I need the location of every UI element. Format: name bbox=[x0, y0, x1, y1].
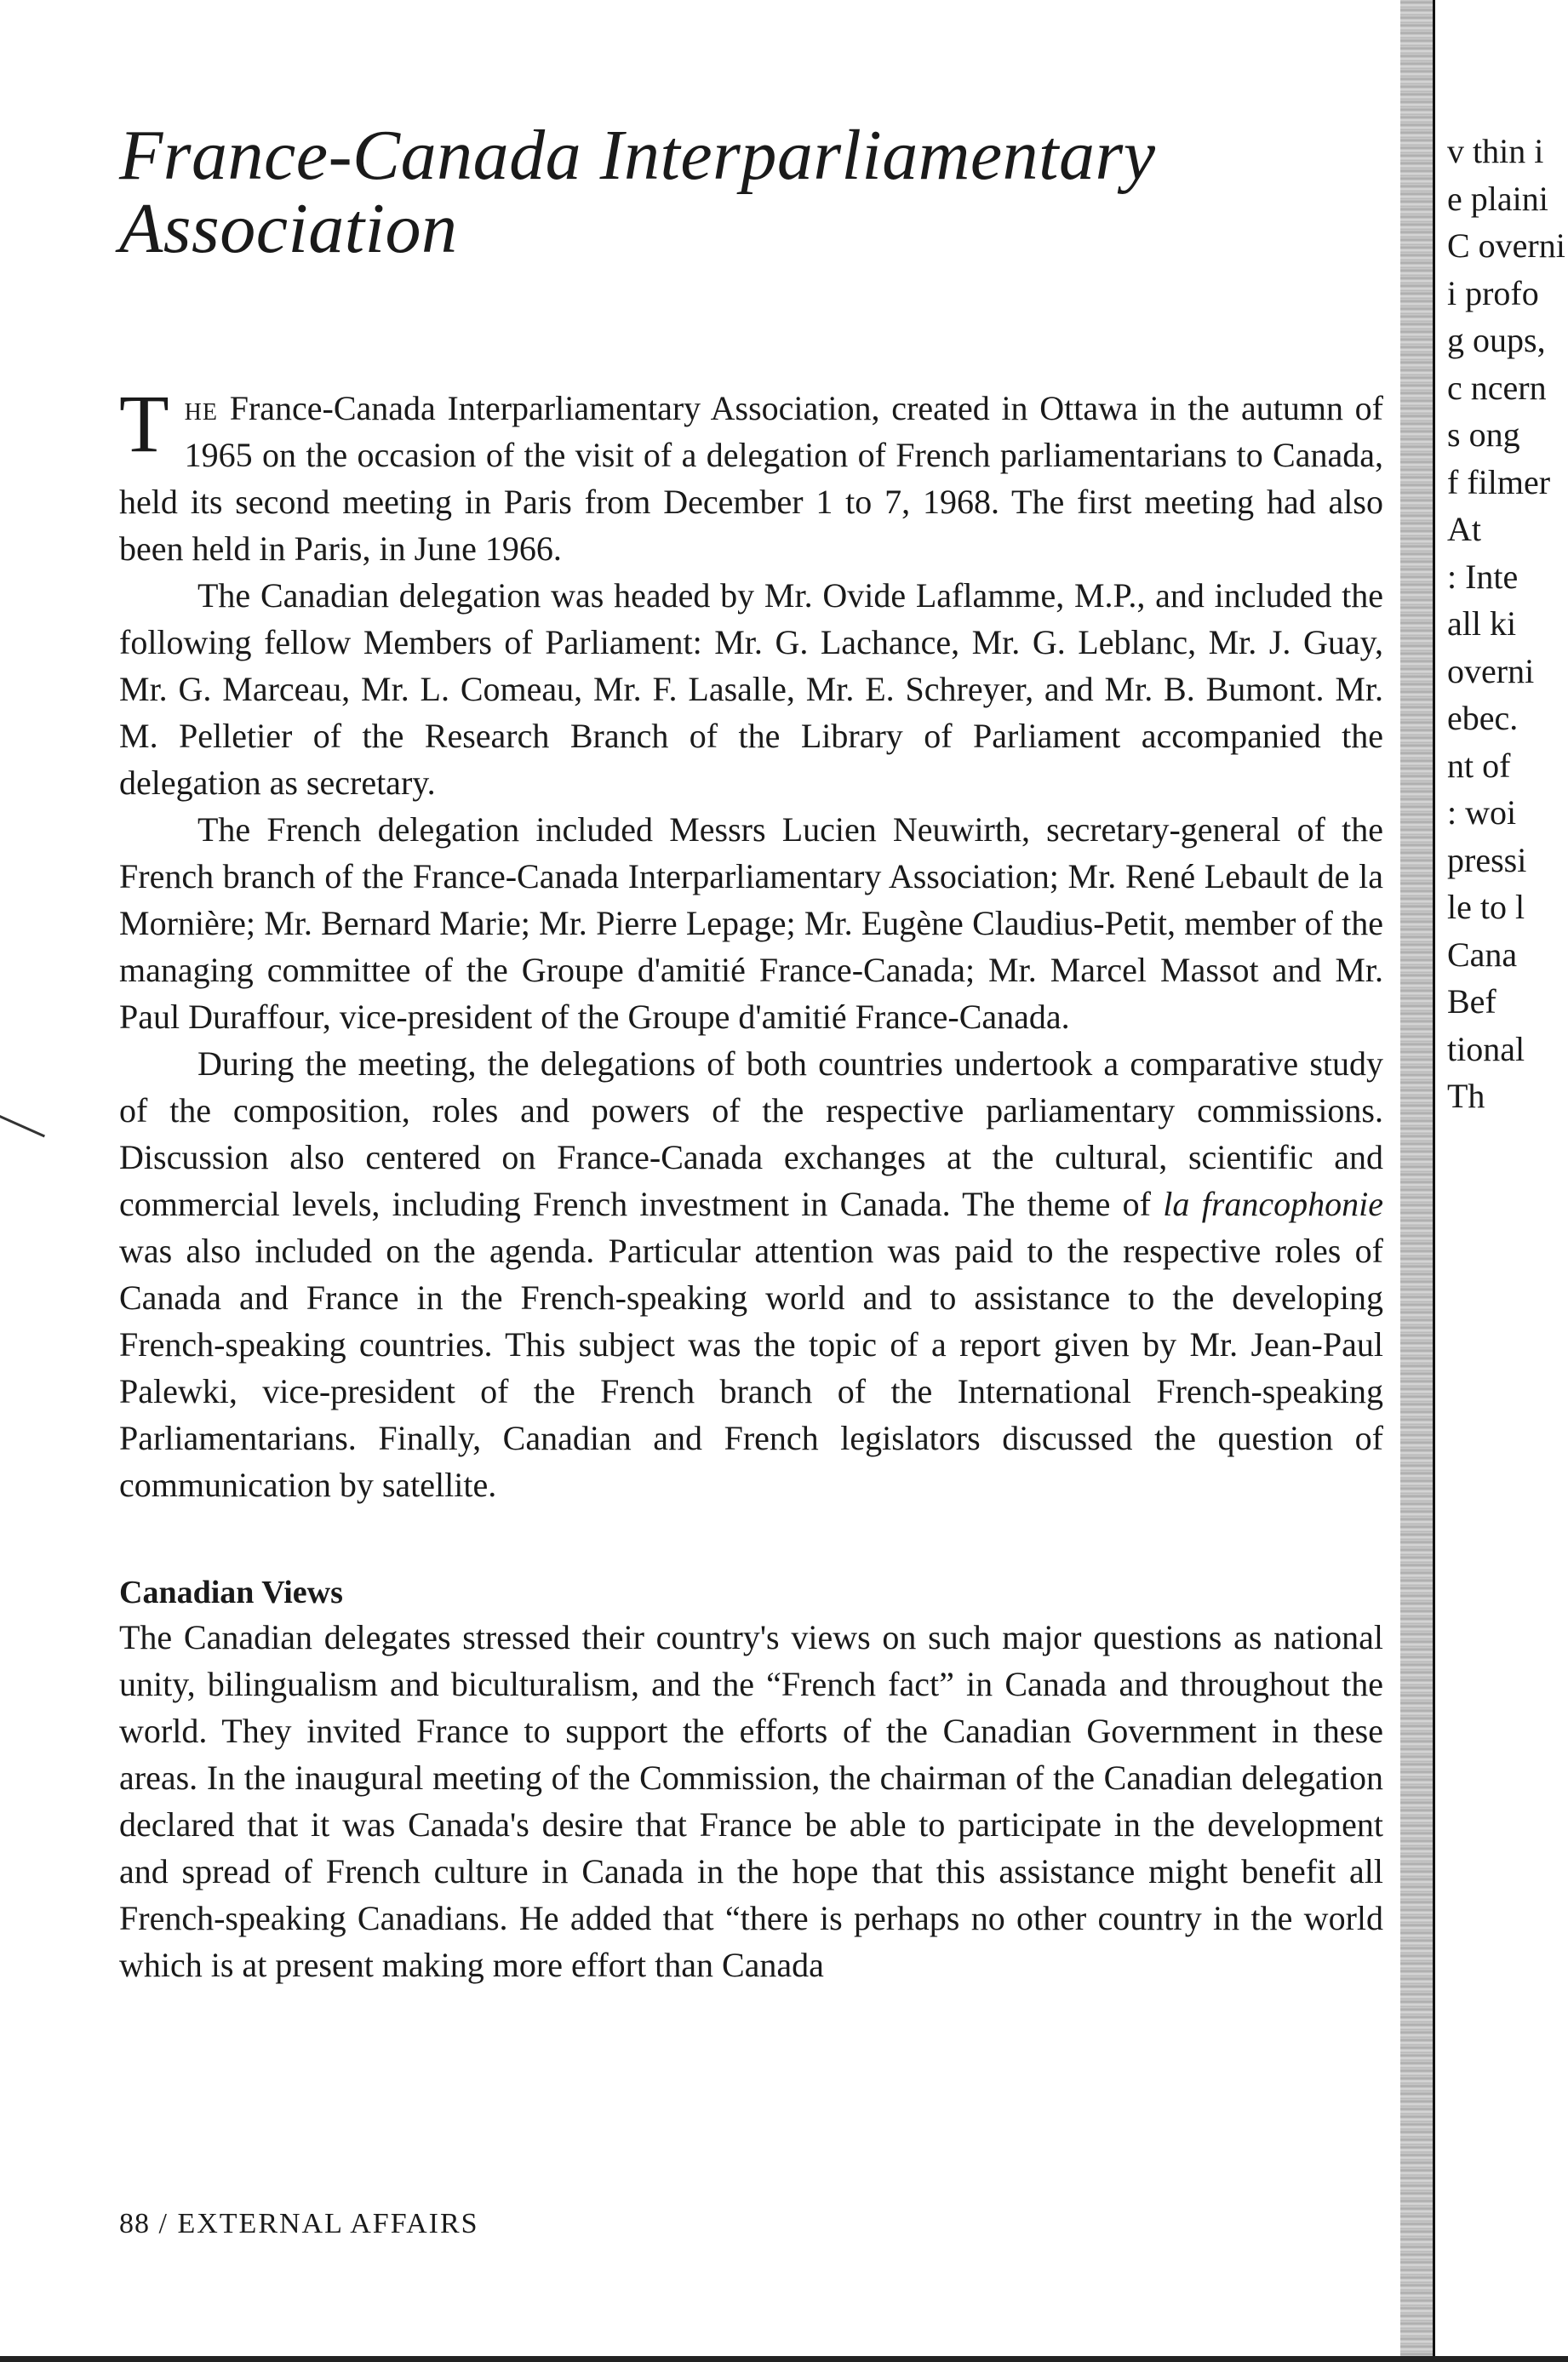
page-number: 88 bbox=[119, 2208, 150, 2239]
page-footer bbox=[119, 2208, 479, 2240]
margin-mark bbox=[0, 1115, 45, 1154]
facing-page-line: Cana bbox=[1447, 935, 1518, 974]
lead-in-smallcaps: he bbox=[184, 389, 218, 427]
facing-page-line: pressi bbox=[1447, 840, 1527, 879]
facing-page-line: g oups, bbox=[1447, 321, 1546, 359]
facing-page-line: C overni bbox=[1447, 226, 1565, 265]
paragraph-3: The French delegation included Messrs Lucien Neuwirth, secretary-general of the French branch of the France-Canada Interparliamentary Association; Mr. René Lebault de la Mornière; Mr. Bernard Marie; Mr. Pierre Lepage; Mr. Eugène Claudius-Petit, member of the managing committee of the Groupe d'amitié France-Canada; Mr. Marcel Massot and Mr. Paul Duraffour, vice-president of the Groupe d'amitié France-Canada. bbox=[119, 810, 1383, 1036]
facing-page-line: : woi bbox=[1447, 793, 1517, 832]
article-body bbox=[119, 378, 1384, 1508]
facing-page-line: s ong bbox=[1447, 415, 1520, 454]
facing-page-line: : Inte bbox=[1447, 557, 1519, 596]
paragraph-4-emphasis: la francophonie bbox=[1163, 1185, 1384, 1223]
facing-page-line: f filmer bbox=[1447, 462, 1551, 501]
section-paragraph-1: The Canadian delegates stressed their country's views on such major questions as national unity, bilingualism and biculturalism, and the “French fact” in Canada and throughout the world. They invited France to support the efforts of the Canadian Government in these areas. In the inaugural meeting of the Commission, the chairman of the Canadian delegation declared that it was Canada's desire that France be able to participate in the development and spread of French culture in Canada in the hope that this assistance might benefit all French-speaking Canadians. He added that “there is perhaps no other country in the world which is at present making more effort than Canada bbox=[119, 1618, 1383, 1984]
facing-page-line: ebec. bbox=[1447, 699, 1519, 737]
gutter-edge bbox=[1433, 0, 1435, 2362]
facing-page-fragment bbox=[1447, 128, 1568, 1120]
page-bottom-edge bbox=[0, 2356, 1568, 2362]
facing-page-line: Bef bbox=[1447, 982, 1496, 1021]
drop-cap: T bbox=[119, 378, 169, 469]
section-heading: Canadian Views bbox=[119, 1575, 343, 1610]
footer-separator: / bbox=[158, 2208, 169, 2239]
facing-page-line: tional bbox=[1447, 1029, 1525, 1068]
paragraph-4 bbox=[119, 1040, 1383, 1508]
facing-page-line: i profo bbox=[1447, 273, 1539, 312]
facing-page-line: le to l bbox=[1447, 888, 1525, 926]
facing-page-line: At bbox=[1447, 510, 1481, 548]
article-column bbox=[119, 116, 1384, 1988]
paragraph-4-text-a: During the meeting, the delegations of both countries undertook a comparative study of the composition, roles and powers of the respective parliamentary commissions. Discussion also centered on France-Canada exchanges at the cultural, scientific and commercial levels, including French investment in Canada. The theme of bbox=[119, 1044, 1383, 1223]
facing-page-line: c ncern bbox=[1447, 368, 1547, 407]
paragraph-1 bbox=[119, 378, 1383, 572]
facing-page-line: v thin i bbox=[1447, 132, 1544, 170]
facing-page-line: overni bbox=[1447, 651, 1535, 690]
article-title bbox=[119, 116, 1383, 268]
paragraph-4-text-b: was also included on the agenda. Particular attention was paid to the respective roles of Canada and France in the French-speaking world and to assistance to the developing French-speaking countries. This subject was the topic of a report given by Mr. Jean-Paul Palewki, vice-president of the French branch of the International French-speaking Parliamentarians. Finally, Canadian and French legislators discussed the question of communication by satellite. bbox=[119, 1232, 1383, 1504]
facing-page-line: e plaini bbox=[1447, 179, 1548, 218]
facing-page-line: all ki bbox=[1447, 604, 1517, 643]
title-line-1: France-Canada Interparliamentary bbox=[119, 116, 1156, 195]
title-line-2: Association bbox=[119, 189, 458, 268]
publication-name: EXTERNAL AFFAIRS bbox=[177, 2208, 479, 2239]
paragraph-1-text: France-Canada Interparliamentary Association, created in Ottawa in the autumn of 1965 on the occasion of the visit of a delegation of French parliamentarians to Canada, held its second meeting in Paris from December 1 to 7, 1968. The first meeting had also been held in Paris, in June 1966. bbox=[119, 389, 1383, 568]
facing-page-line: Th bbox=[1447, 1077, 1485, 1115]
paragraph-2: The Canadian delegation was headed by Mr. Ovide Laflamme, M.P., and included the following fellow Members of Parliament: Mr. G. Lachance, Mr. G. Leblanc, Mr. J. Guay, Mr. G. Marceau, Mr. L. Comeau, Mr. F. Lasalle, Mr. E. Schreyer, and Mr. B. Bumont. Mr. M. Pelletier of the Research Branch of the Library of Parliament accompanied the delegation as secretary. bbox=[119, 576, 1383, 802]
facing-page-line: nt of bbox=[1447, 746, 1511, 785]
binding-gutter bbox=[1400, 0, 1434, 2362]
